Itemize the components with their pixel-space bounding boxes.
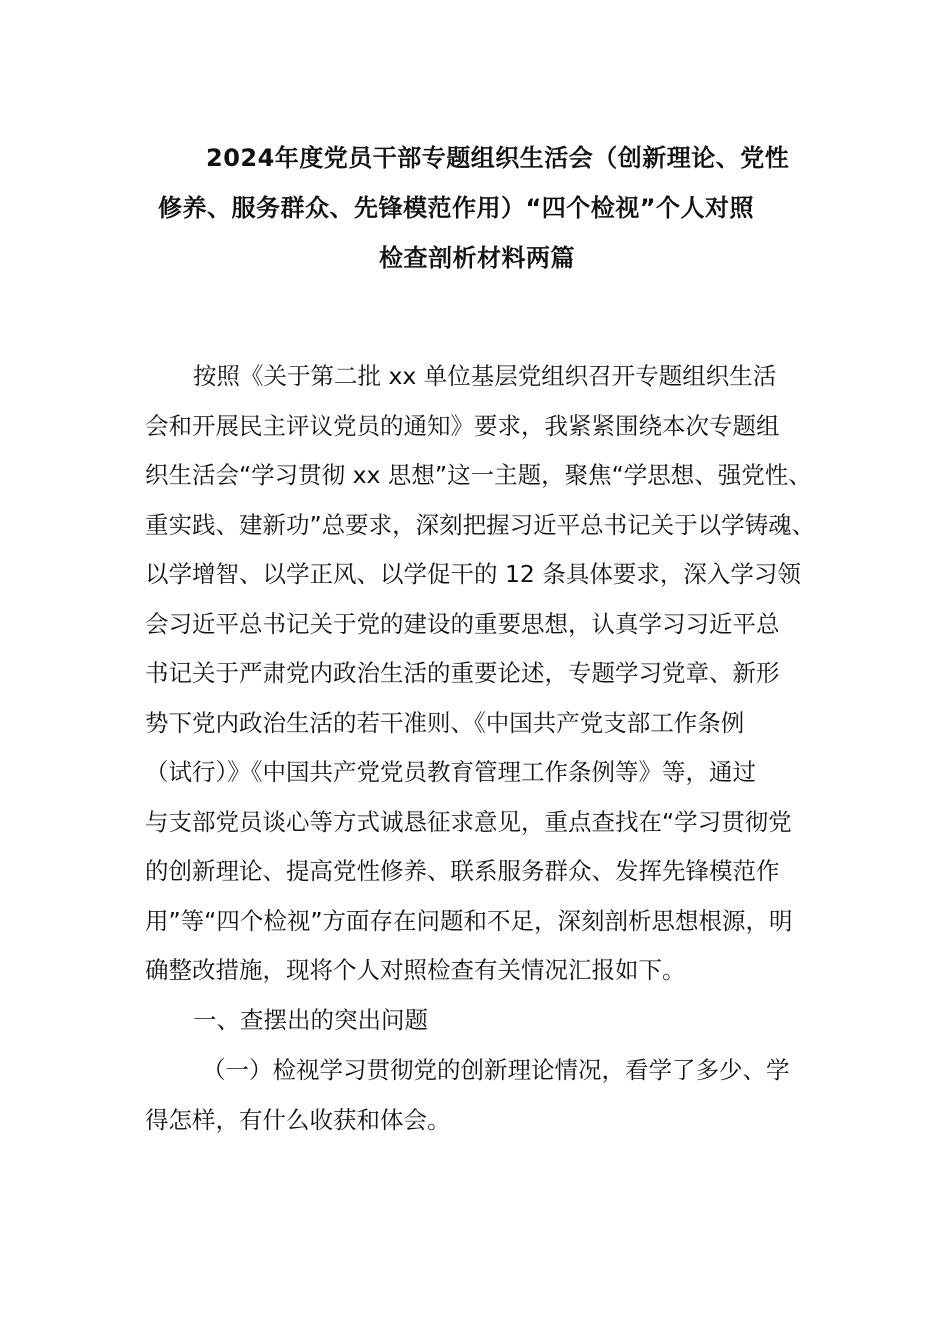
title-line: 修养、服务群众、先锋模范作用）“四个检视”个人对照 [158, 194, 755, 222]
paragraph-line: 以学增智、以学正风、以学促干的 12 条具体要求，深入学习领 [145, 560, 801, 588]
paragraph-line: 与支部党员谈心等方式诚恳征求意见，重点查找在“学习贯彻党 [145, 807, 792, 836]
paragraph-line: 按照《关于第二批 xx 单位基层党组织召开专题组织生活 [193, 362, 777, 390]
paragraph-line: 势下党内政治生活的若干准则、《中国共产党支部工作条例 [145, 708, 745, 737]
paragraph-line: 织生活会“学习贯彻 xx 思想”这一主题，聚焦“学思想、强党性、 [145, 461, 812, 489]
paragraph-line: 书记关于严肃党内政治生活的重要论述，专题学习党章、新形 [145, 659, 780, 687]
intro-paragraph [145, 352, 815, 996]
title-line: 检查剖析材料两篇 [379, 244, 575, 272]
title-line: 2024年度党员干部专题组织生活会（创新理论、党性 [206, 144, 790, 172]
paragraph-line: （试行）》《中国共产党党员教育管理工作条例等》等，通过 [145, 758, 756, 786]
paragraph-line: 确整改措施，现将个人对照检查有关情况汇报如下。 [145, 956, 686, 984]
paragraph-line: 重实践、建新功”总要求，深刻把握习近平总书记关于以学铸魂、 [145, 510, 816, 539]
section-heading-text: 一、查摆出的突出问题 [193, 1006, 428, 1034]
subsection-heading [145, 1046, 815, 1145]
section-heading [145, 996, 815, 1046]
subheading-line: 得怎样，有什么收获和体会。 [145, 1105, 451, 1134]
paragraph-line: 的创新理论、提高党性修养、联系服务群众、发挥先锋模范作 [145, 857, 780, 885]
paragraph-line: 会和开展民主评议党员的通知》要求，我紧紧围绕本次专题组 [145, 411, 780, 440]
paragraph-line: 会习近平总书记关于党的建设的重要思想，认真学习习近平总 [145, 609, 780, 638]
subheading-line: （一）检视学习贯彻党的创新理论情况，看学了多少、学 [202, 1056, 790, 1084]
document-title [150, 133, 800, 283]
paragraph-line: 用”等“四个检视”方面存在问题和不足，深刻剖析思想根源，明 [145, 906, 793, 935]
